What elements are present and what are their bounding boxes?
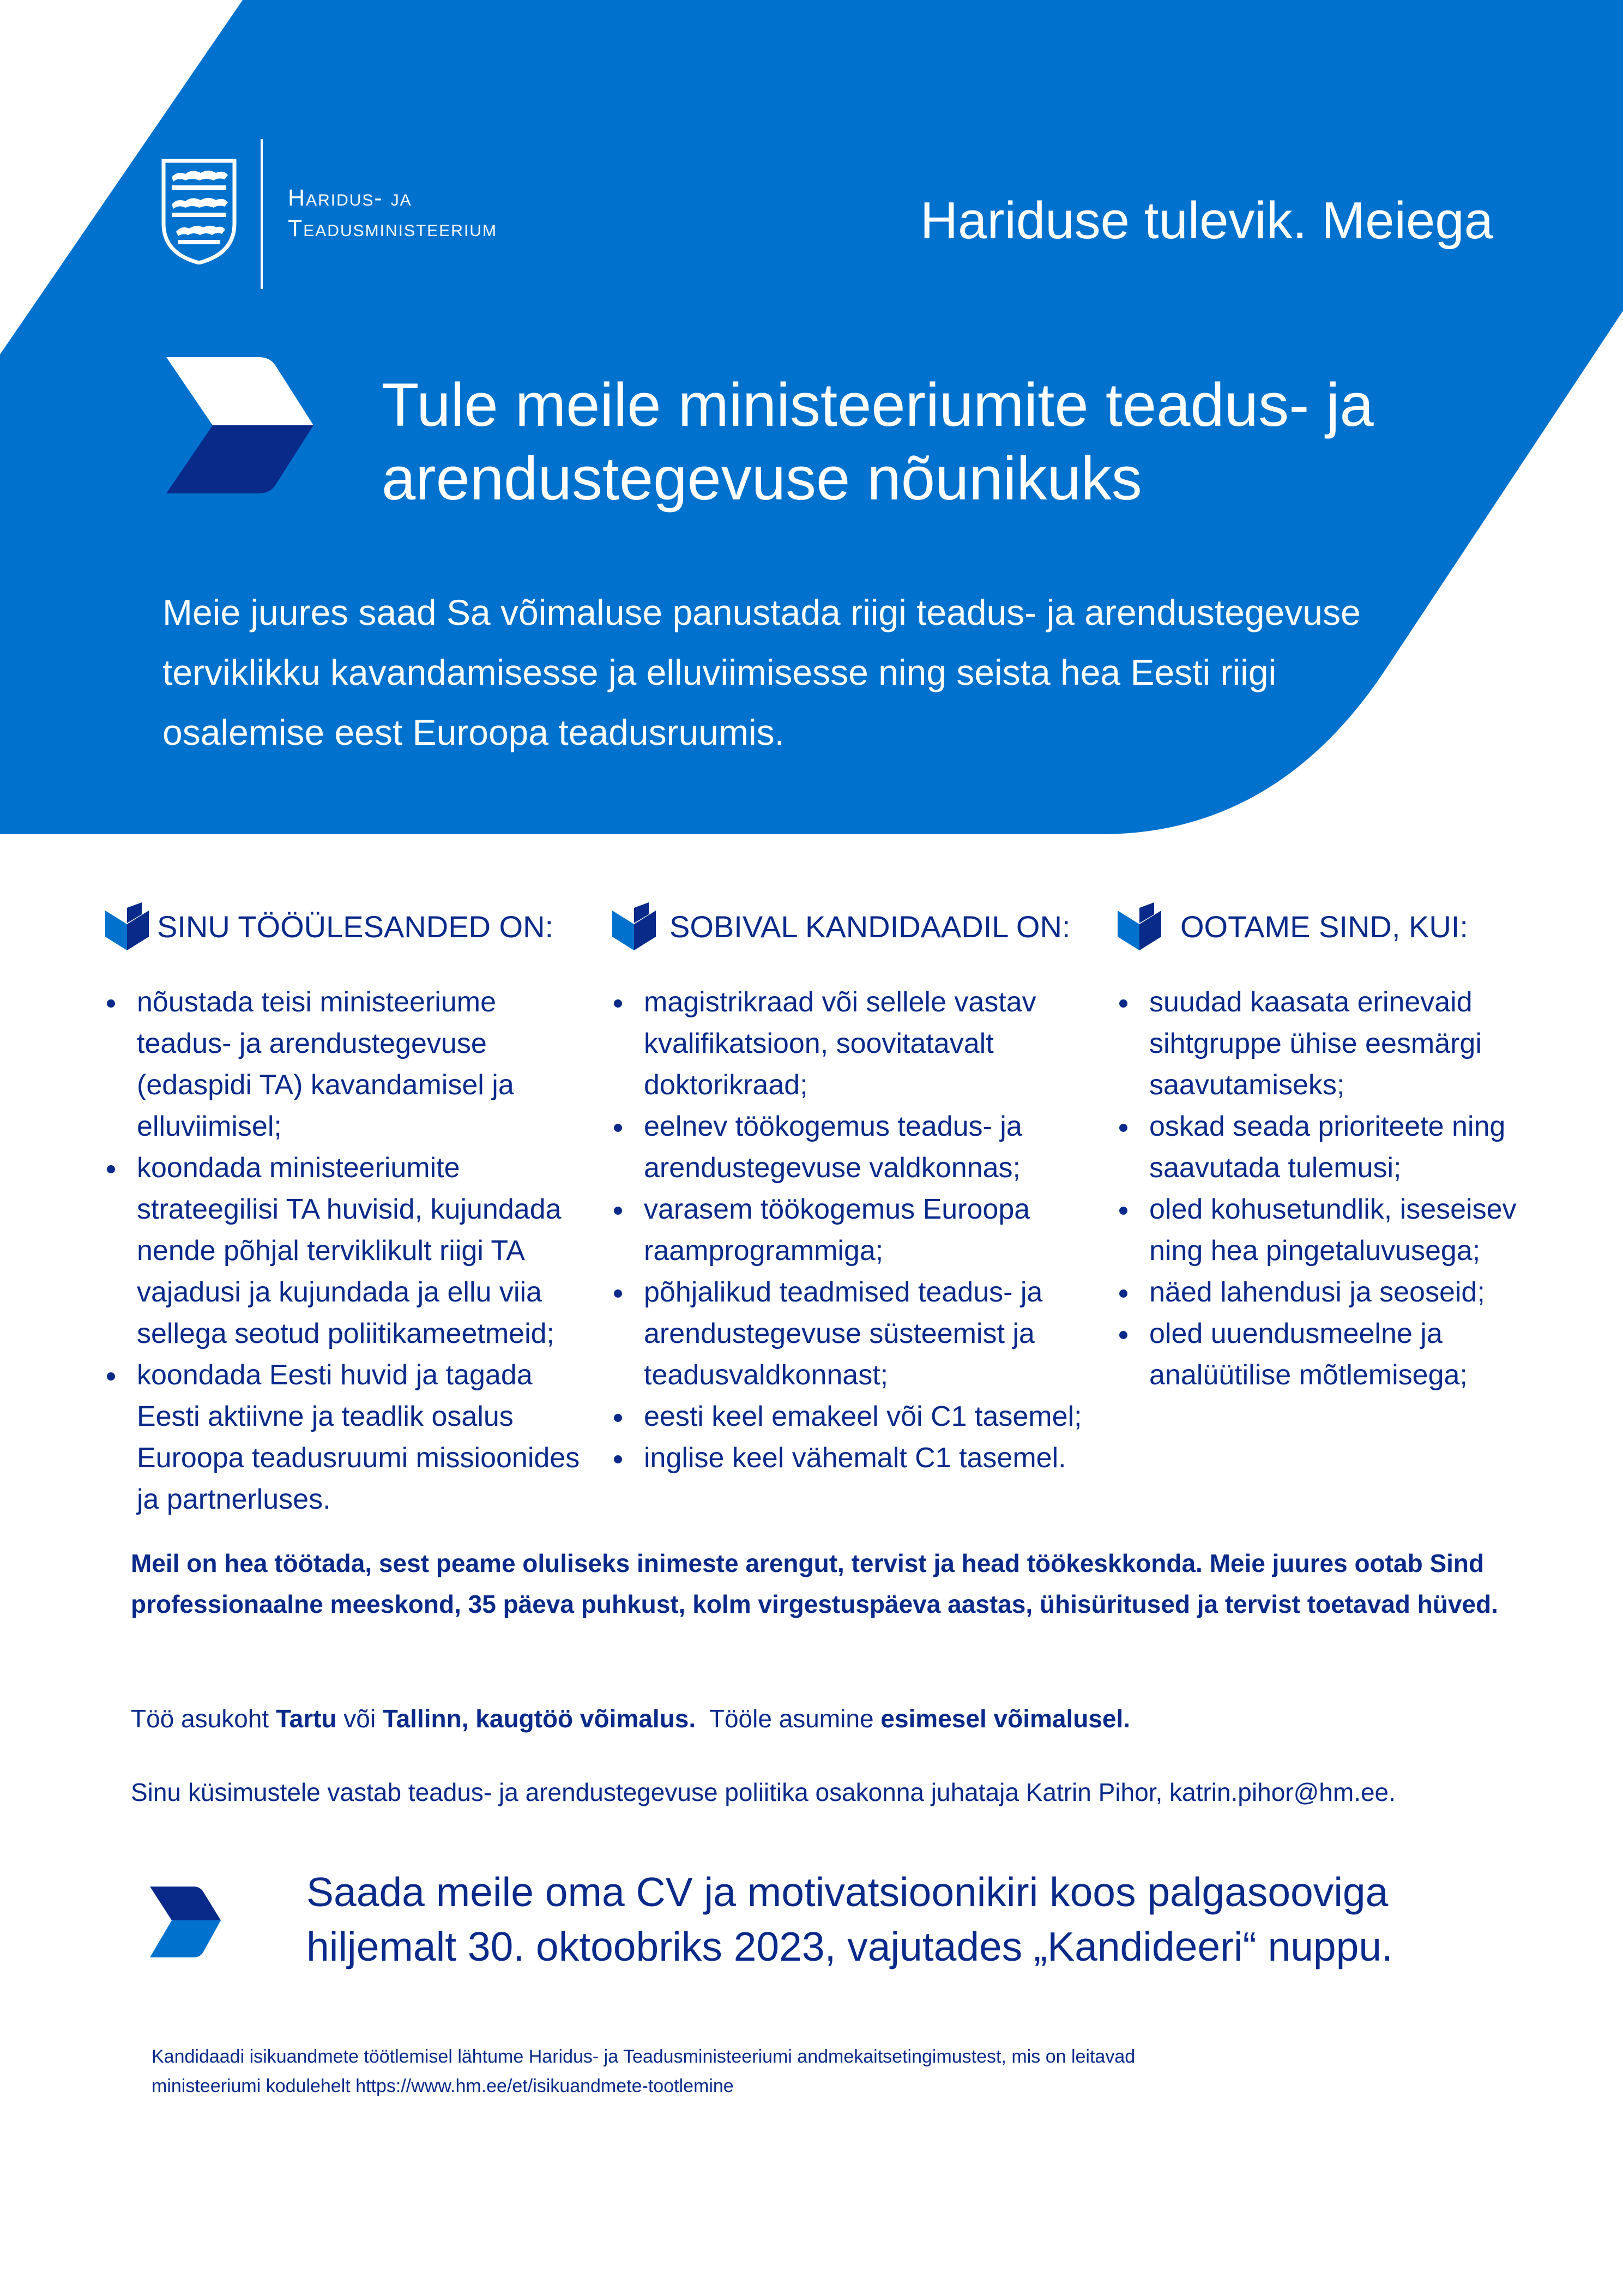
list-item: • näed lahendusi ja seoseid; <box>1139 1271 1573 1313</box>
ministry-name <box>288 183 497 244</box>
contact-paragraph: Sinu küsimustele vastab teadus- ja arendustegevuse poliitika osakonna juhataja Katrin Pihor, katrin.pihor@hm.ee. <box>131 1778 1396 1806</box>
expectations-list <box>1115 981 1573 1396</box>
location-or: või <box>336 1704 383 1733</box>
list-item: • põhjalikud teadmised teadus- ja arendustegevuse süsteemist ja teadusvaldkonnast; <box>634 1271 1089 1396</box>
privacy-footnote <box>152 2042 1405 2101</box>
slogan: Hariduse tulevik. Meiega <box>920 191 1493 250</box>
list-item: • varasem töökogemus Euroopa raamprogrammiga; <box>634 1189 1089 1271</box>
column-requirements <box>610 902 1089 1479</box>
location-prefix: Töö asukoht <box>131 1704 276 1733</box>
column-heading: SINU TÖÖÜLESANDED ON: <box>157 909 554 944</box>
page-title-line2: arendustegevuse nõunikuks <box>382 444 1142 513</box>
intro-paragraph: Meie juures saad Sa võimaluse panustada riigi teadus- ja arendustegevuse terviklikku kavandamisesse ja elluviimisesse ning seista hea Eesti riigi osalemise eest Euroopa teadusruumis. <box>162 592 1361 752</box>
chevron-arrow-icon <box>150 1887 221 1957</box>
coat-of-arms-icon <box>161 158 237 264</box>
column-expectations <box>1115 902 1573 1396</box>
requirements-list <box>610 981 1089 1479</box>
column-duties <box>102 902 582 1520</box>
list-item: • eelnev töökogemus teadus- ja arendustegevuse valdkonnas; <box>634 1106 1089 1189</box>
page-title-line1: Tule meile ministeeriumite teadus- ja <box>382 371 1374 439</box>
footnote-line1: Kandidaadi isikuandmete töötlemisel lähtume Haridus- ja Teadusministeeriumi andmekaitsetingimustest, mis on leitavad <box>152 2046 1136 2067</box>
location-paragraph <box>131 1698 1505 1739</box>
book-icon <box>102 902 152 951</box>
start-prefix: Tööle asumine <box>696 1704 881 1733</box>
location-remote: Tallinn, kaugtöö võimalus. <box>382 1704 696 1733</box>
call-to-action <box>306 1865 1506 1974</box>
footnote-line2: ministeeriumi kodulehelt https://www.hm.ee/et/isikuandmete-tootlemine <box>152 2076 734 2096</box>
call-to-action-line2: hiljemalt 30. oktoobriks 2023, vajutades „Kandideeri“ nuppu. <box>306 1924 1393 1969</box>
list-item: • eesti keel emakeel või C1 tasemel; <box>634 1396 1089 1437</box>
page-title <box>382 368 1417 515</box>
location-city: Tartu <box>275 1704 337 1733</box>
list-item: • oskad seada prioriteete ning saavutada tulemusi; <box>1139 1106 1573 1189</box>
chevron-arrow-icon <box>166 357 313 493</box>
ministry-name-line2: Teadusministeerium <box>288 215 497 242</box>
list-item: • suudad kaasata erinevaid sihtgruppe ühise eesmärgi saavutamiseks; <box>1139 981 1573 1106</box>
book-icon <box>610 902 659 951</box>
list-item: • nõustada teisi ministeeriume teadus- ja arendustegevuse (edaspidi TA) kavandamisel ja elluviimisel; <box>127 981 582 1147</box>
list-item: • oled kohusetundlik, iseseisev ning hea pingetaluvusega; <box>1139 1189 1573 1271</box>
column-heading: OOTAME SIND, KUI: <box>1180 909 1468 944</box>
list-item: • koondada Eesti huvid ja tagada Eesti aktiivne ja teadlik osalus Euroopa teadusruumi missioonides ja partnerluses. <box>127 1354 582 1520</box>
list-item: • magistrikraad või sellele vastav kvalifikatsioon, soovitatavalt doktorikraad; <box>634 981 1089 1106</box>
call-to-action-line1: Saada meile oma CV ja motivatsioonikiri koos palgasooviga <box>306 1869 1389 1915</box>
start-date: esimesel võimalusel. <box>880 1704 1131 1733</box>
list-item: • oled uuendusmeelne ja analüütilise mõtlemisega; <box>1139 1313 1573 1396</box>
list-item: • inglise keel vähemalt C1 tasemel. <box>634 1437 1089 1479</box>
benefits-paragraph: Meil on hea töötada, sest peame oluliseks inimeste arengut, tervist ja head töökeskkonda. Meie juures ootab Sind professionaalne meeskond, 35 päeva puhkust, kolm virgestuspäeva aastas, ühisüritused ja tervist toetavad hüved. <box>131 1549 1498 1618</box>
duties-list <box>102 981 582 1520</box>
list-item: • koondada ministeeriumite strateegilisi TA huvisid, kujundada nende põhjal terviklikult riigi TA vajadusi ja kujundada ja ellu viia sellega seotud poliitikameetmeid; <box>127 1147 582 1354</box>
logo-divider <box>261 139 263 289</box>
column-heading: SOBIVAL KANDIDAADIL ON: <box>669 909 1071 944</box>
ministry-name-line1: Haridus- ja <box>288 185 412 211</box>
book-icon <box>1115 902 1164 951</box>
